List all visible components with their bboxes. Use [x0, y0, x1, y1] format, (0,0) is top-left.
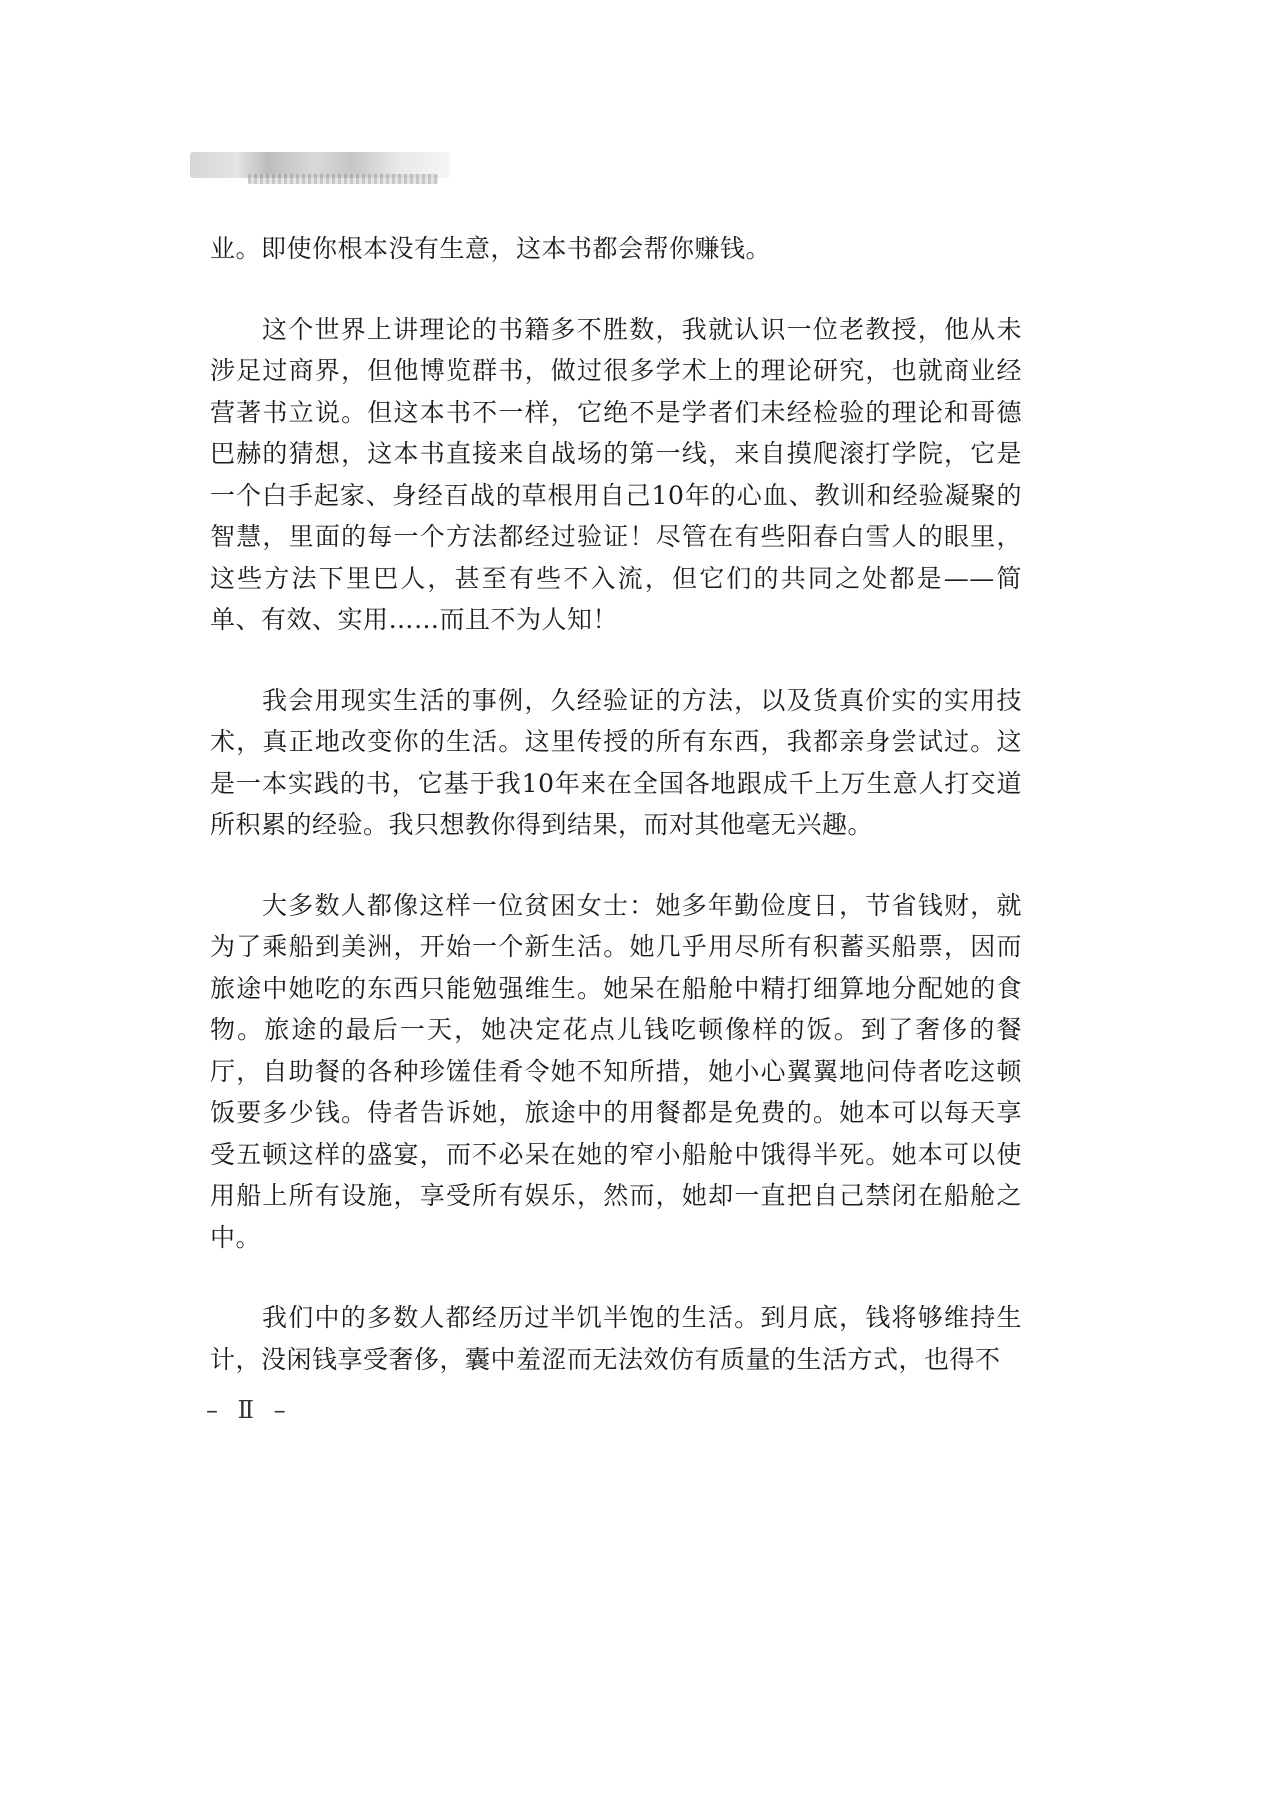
header-blurred-text: [248, 174, 438, 184]
paragraph: 这个世界上讲理论的书籍多不胜数，我就认识一位老教授，他从未涉足过商界，但他博览群书，做过很多学术上的理论研究，也就商业经营著书立说。但这本书不一样，它绝不是学者们未经检验的理论和哥德巴赫的猜想，这本书直接来自战场的第一线，来自摸爬滚打学院，它是一个白手起家、身经百战的草根用自己10年的心血、教训和经验凝聚的智慧，里面的每一个方法都经过验证！尽管在有些阳春白雪人的眼里，这些方法下里巴人，甚至有些不入流，但它们的共同之处都是——简单、有效、实用……而且不为人知！: [210, 314, 1022, 634]
page-number: – Ⅱ –: [206, 1396, 292, 1424]
paragraph-continued: 业。即使你根本没有生意，这本书都会帮你赚钱。: [210, 234, 772, 263]
paragraph: 我会用现实生活的事例，久经验证的方法，以及货真价实的实用技术，真正地改变你的生活。这里传授的所有东西，我都亲身尝试过。这是一本实践的书，它基于我10年来在全国各地跟成千上万生意人打交道所积累的经验。我只想教你得到结果，而对其他毫无兴趣。: [210, 685, 1022, 839]
page-body: [210, 228, 1022, 1419]
running-header: [190, 152, 450, 192]
paragraph: 我们中的多数人都经历过半饥半饱的生活。到月底，钱将够维持生计，没闲钱享受奢侈，囊中羞涩而无法效仿有质量的生活方式，也得不: [210, 1303, 1022, 1374]
paragraph: 大多数人都像这样一位贫困女士：她多年勤俭度日，节省钱财，就为了乘船到美洲，开始一个新生活。她几乎用尽所有积蓄买船票，因而旅途中她吃的东西只能勉强维生。她呆在船舱中精打细算地分配她的食物。旅途的最后一天，她决定花点儿钱吃顿像样的饭。到了奢侈的餐厅，自助餐的各种珍馐佳肴令她不知所措，她小心翼翼地问侍者吃这顿饭要多少钱。侍者告诉她，旅途中的用餐都是免费的。她本可以每天享受五顿这样的盛宴，而不必呆在她的窄小船舱中饿得半死。她本可以使用船上所有设施，享受所有娱乐，然而，她却一直把自己禁闭在船舱之中。: [210, 890, 1022, 1252]
